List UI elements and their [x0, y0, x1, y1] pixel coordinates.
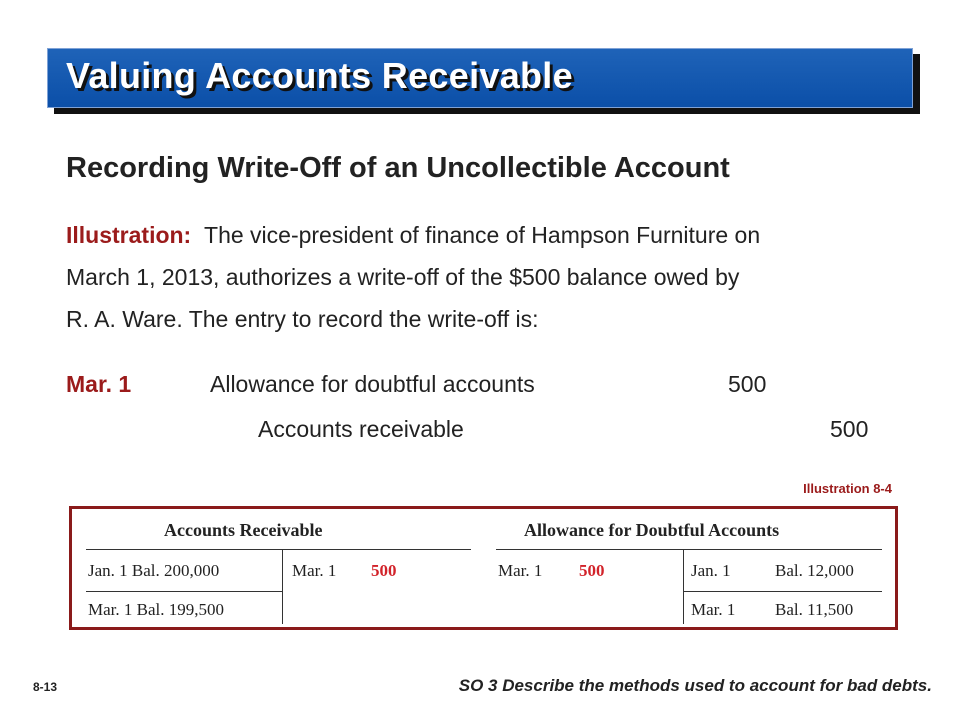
t-account-ar-right-amount: 500 — [371, 561, 397, 580]
journal-debit-account: Allowance for doubtful accounts — [210, 371, 535, 397]
t-account-ada-right-balance-1: Bal. 12,000 — [775, 561, 854, 580]
t-account-ar-divider — [282, 549, 283, 624]
t-account-ar-topline — [86, 549, 471, 550]
t-account-ada-right-date-1: Jan. 1 — [691, 561, 731, 580]
t-account-ada-divider — [683, 549, 684, 624]
t-account-ada-balance-line — [683, 591, 882, 592]
t-account-ar-title: Accounts Receivable — [164, 520, 323, 540]
slide-subtitle: Recording Write-Off of an Uncollectible Account — [66, 152, 730, 184]
journal-credit-account: Accounts receivable — [258, 416, 464, 442]
t-account-ada-left-amount: 500 — [579, 561, 605, 580]
journal-debit-amount: 500 — [728, 371, 767, 397]
study-objective: SO 3 Describe the methods used to account for bad debts. — [458, 676, 932, 695]
t-account-ada-right-date-2: Mar. 1 — [691, 600, 736, 619]
t-account-ar-left-2: Mar. 1 Bal. 199,500 — [88, 600, 224, 619]
journal-date: Mar. 1 — [66, 371, 132, 397]
slide-title: Valuing Accounts Receivable — [66, 55, 573, 96]
illustration-lead: Illustration: — [66, 222, 192, 248]
paragraph-text-1: The vice-president of finance of Hampson Furniture on — [204, 222, 761, 248]
paragraph-line-1 — [66, 214, 926, 256]
illustration-label: Illustration 8-4 — [803, 481, 892, 496]
journal-credit-amount: 500 — [830, 416, 869, 442]
t-account-ar-balance-line — [86, 591, 282, 592]
t-account-ada-topline — [496, 549, 882, 550]
t-account-ada-title: Allowance for Doubtful Accounts — [524, 520, 780, 540]
page-number: 8-13 — [33, 680, 58, 694]
paragraph-line-2: March 1, 2013, authorizes a write-off of the $500 balance owed by — [66, 264, 740, 290]
illustration-paragraph — [66, 214, 926, 340]
t-account-ada-right-balance-2: Bal. 11,500 — [775, 600, 854, 619]
t-account-ada-left-date: Mar. 1 — [498, 561, 543, 580]
t-account-ar-right-date: Mar. 1 — [292, 561, 337, 580]
t-account-ar-left-1: Jan. 1 Bal. 200,000 — [88, 561, 220, 580]
t-accounts-box — [69, 506, 898, 630]
paragraph-line-3: R. A. Ware. The entry to record the write-off is: — [66, 306, 539, 332]
